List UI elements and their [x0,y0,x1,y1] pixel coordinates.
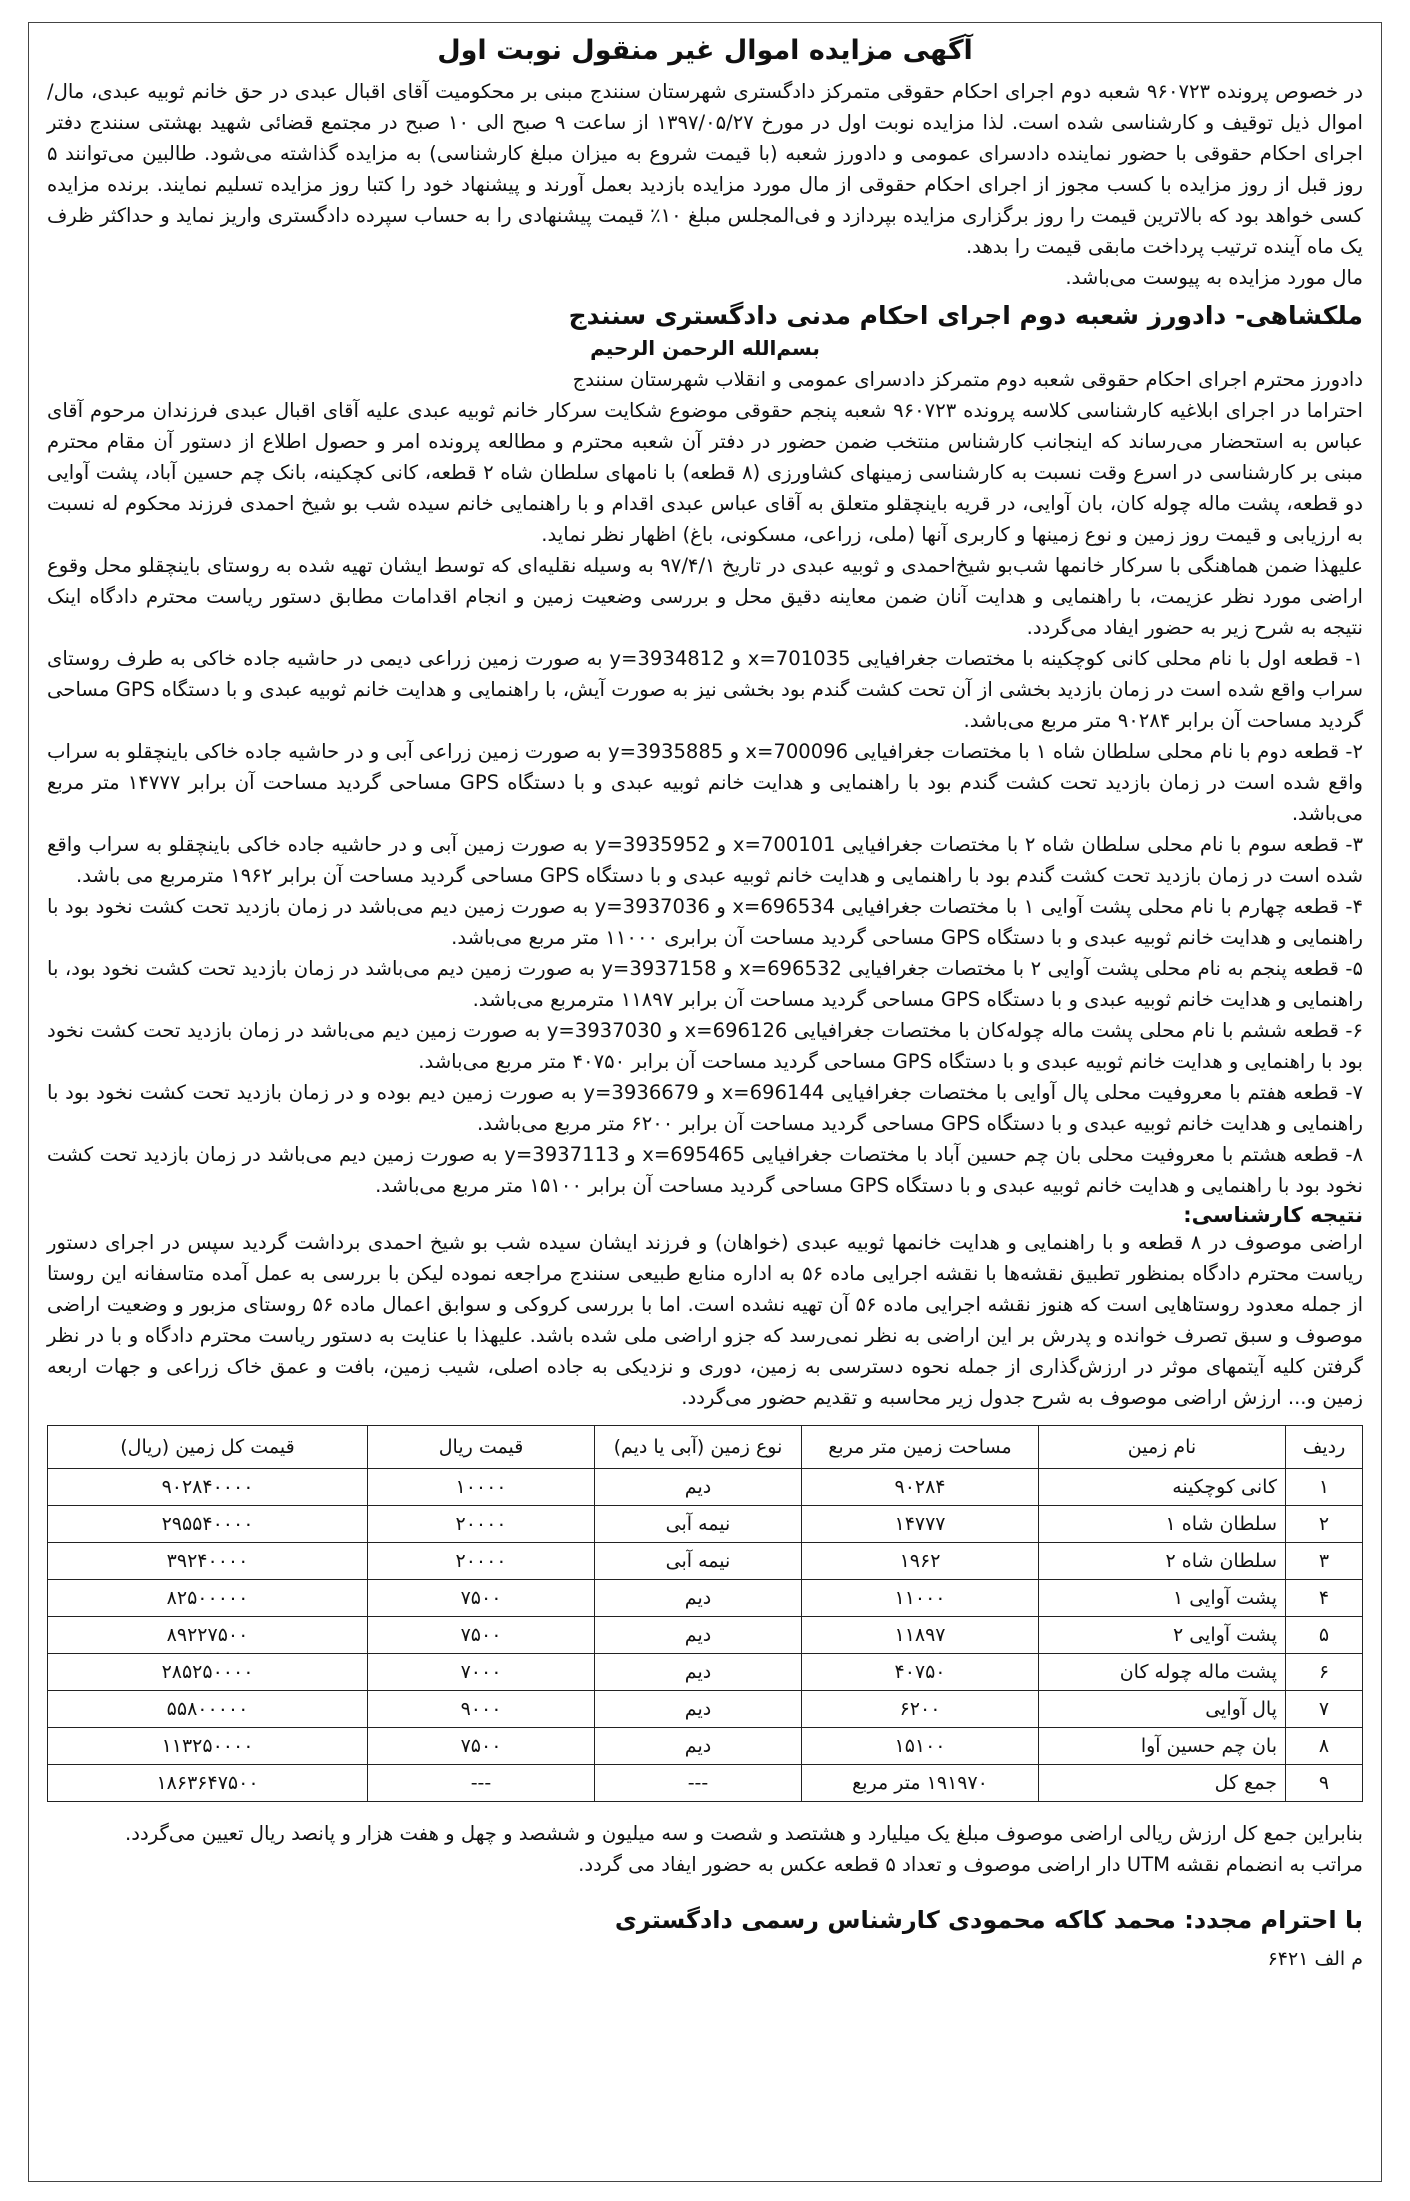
letter-addressee: دادورز محترم اجرای احکام حقوقی شعبه دوم متمرکز دادسرای عمومی و انقلاب شهرستان سنندج [572,368,1363,391]
cell-land-type: --- [595,1765,802,1802]
authority-line: ملکشاهی- دادورز شعبه دوم اجرای احکام مدنی دادگستری سنندج [568,301,1363,330]
cell-land-type: نیمه آبی [595,1506,802,1543]
table-row [48,1728,1363,1765]
cell-area: ۱۴۷۷۷ [802,1506,1039,1543]
cell-area: ۴۰۷۵۰ [802,1654,1039,1691]
basmala: بسم‌الله الرحمن الرحیم [590,336,820,360]
header-total-price: قیمت کل زمین (ریال) [48,1426,368,1469]
cell-land-name: پشت آوایی ۱ [1039,1580,1286,1617]
cell-price: ۷۵۰۰ [368,1617,595,1654]
header-land-type: نوع زمین (آبی یا دیم) [595,1426,802,1469]
header-land-name: نام زمین [1039,1426,1286,1469]
cell-land-type: دیم [595,1469,802,1506]
table-row [48,1506,1363,1543]
cell-total-price: ۵۵۸۰۰۰۰۰ [48,1691,368,1728]
cell-price: ۹۰۰۰ [368,1691,595,1728]
table-row [48,1617,1363,1654]
cell-land-type: دیم [595,1691,802,1728]
parcel-item: ۷- قطعه هفتم با معروفیت محلی پال آوایی با مختصات جغرافیایی x=696144 و y=3936679 به صورت زمین دیم بوده و در زمان بازدید تحت کشت نخود بود با راهنمایی و هدایت خانم ثوبیه عبدی و با دستگاه GPS مساحی گردید مساحت آن برابر ۶۲۰۰ متر مربع می‌باشد. [47,1081,1363,1135]
result-paragraph: اراضی موصوف در ۸ قطعه و با راهنمایی و هدایت خانمها ثوبیه عبدی (خواهان) و فرزند ایشان سیده شب بو شیخ احمدی برداشت گردید سپس در اجرای دستور ریاست محترم دادگاه بمنظور تطبیق نقشه‌ها با نقشه اجرایی ماده ۵۶ به اداره منابع طبیعی سنندج مراجعه نموده لیکن با بررسی به عمل آمده متاسفانه این روستا از جمله معدود روستاهایی است که هنوز نقشه اجرایی ماده ۵۶ آن تهیه نشده است. اما با بررسی کروکی و سوابق اعمال ماده ۵۶ روستای مزبور و وضعیت اراضی موصوف و سبق تصرف خوانده و پدرش بر این اراضی به نظر نمی‌رسد که جزو اراضی ملی شده باشد. علیهذا با عنایت به دستور ریاست محترم دادگاه و با در نظر گرفتن کلیه آیتمهای موثر در ارزش‌گذاری از جمله نحوه دسترسی به زمین، دوری و نزدیکی به جاده اصلی، شیب زمین، بافت و عمق خاک زراعی و جهات اربعه زمین و... ارزش اراضی موصوف به شرح جدول زیر محاسبه و تقدیم حضور می‌گردد. [47,1231,1364,1409]
table-row [48,1654,1363,1691]
cell-land-type: دیم [595,1654,802,1691]
cell-total-price: ۱۱۳۲۵۰۰۰۰ [48,1728,368,1765]
cell-land-type: دیم [595,1617,802,1654]
cell-land-name: پشت ماله چوله کان [1039,1654,1286,1691]
auction-notice [28,22,1382,2182]
cell-area: ۱۹۱۹۷۰ متر مربع [802,1765,1039,1802]
cell-price: ۲۰۰۰۰ [368,1506,595,1543]
cell-area: ۱۹۶۲ [802,1543,1039,1580]
cell-area: ۱۱۰۰۰ [802,1580,1039,1617]
table-row [48,1691,1363,1728]
table-row [48,1469,1363,1506]
cell-row-number: ۳ [1286,1543,1363,1580]
cell-price: --- [368,1765,595,1802]
cell-total-price: ۸۹۲۲۷۵۰۰ [48,1617,368,1654]
intro-paragraph: در خصوص پرونده ۹۶۰۷۲۳ شعبه دوم اجرای احکام حقوقی متمرکز دادگستری شهرستان سنندج مبنی بر محکومیت آقای اقبال عبدی در حق خانم ثوبیه عبدی، مال/ اموال ذیل توقیف و کارشناسی شده است. لذا مزایده نوبت اول در مورخ ۱۳۹۷/۰۵/۲۷ از ساعت ۹ صبح الی ۱۰ صبح در مجتمع قضائی شهید بهشتی سنندج دفتر اجرای احکام حقوقی با حضور نماینده دادسرای عمومی و دادورز شعبه (با قیمت شروع به میزان مبلغ کارشناسی) به مزایده گذاشته می‌شود. طالبین می‌توانند ۵ روز قبل از روز مزایده با کسب مجوز از اجرای احکام حقوقی از مال مورد مزایده بازدید بعمل آورند و پیشنهاد خود را کتبا روز مزایده تسلیم نمایند. برنده مزایده کسی خواهد بود که بالاترین قیمت را روز برگزاری مزایده بپردازد و فی‌المجلس مبلغ ۱۰٪ قیمت پیشنهادی را به حساب سپرده دادگستری واریز نماید و حداکثر ظرف یک ماه آینده ترتیب پرداخت مابقی قیمت را بدهد. [47,80,1364,258]
closing-paragraph: مراتب به انضمام نقشه UTM دار اراضی موصوف و تعداد ۵ قطعه عکس به حضور ایفاد می گردد. [578,1853,1363,1876]
cell-row-number: ۲ [1286,1506,1363,1543]
parcel-item: ۶- قطعه ششم با نام محلی پشت ماله چوله‌کان با مختصات جغرافیایی x=696126 و y=3937030 به صورت زمین دیم می‌باشد در زمان بازدید تحت کشت نخود بود با راهنمایی و هدایت خانم ثوبیه عبدی و با دستگاه GPS مساحی گردید مساحت آن برابر ۴۰۷۵۰ متر مربع می‌باشد. [47,1019,1363,1073]
cell-area: ۹۰۲۸۴ [802,1469,1039,1506]
table-row [48,1543,1363,1580]
ad-code: م الف ۶۴۲۱ [1267,1948,1363,1970]
cell-land-type: نیمه آبی [595,1543,802,1580]
cell-total-price: ۹۰۲۸۴۰۰۰۰ [48,1469,368,1506]
table-total-row [48,1765,1363,1802]
table-row [48,1580,1363,1617]
cell-area: ۱۱۸۹۷ [802,1617,1039,1654]
parcel-item: ۵- قطعه پنجم به نام محلی پشت آوایی ۲ با مختصات جغرافیایی x=696532 و y=3937158 به صورت زمین دیم می‌باشد در زمان بازدید تحت کشت نخود بود، با راهنمایی و هدایت خانم ثوبیه عبدی و با دستگاه GPS مساحی گردید مساحت آن برابر ۱۱۸۹۷ مترمربع می‌باشد. [47,957,1364,1011]
parcel-item: ۱- قطعه اول با نام محلی کانی کوچکینه با مختصات جغرافیایی x=701035 و y=3934812 به صورت زمین زراعی دیمی در حاشیه جاده خاکی به طرف روستای سراب واقع شده است در زمان بازدید بخشی از آن تحت کشت گندم بود بخشی نیز به صورت آیش، با راهنمایی و هدایت خانم ثوبیه عبدی و با دستگاه GPS مساحی گردید مساحت آن برابر ۹۰۲۸۴ متر مربع می‌باشد. [47,647,1364,732]
notice-title: آگهی مزایده اموال غیر منقول نوبت اول [437,35,973,66]
closing-paragraph: بنابراین جمع کل ارزش ریالی اراضی موصوف مبلغ یک میلیارد و هشتصد و شصت و سه میلیون و ششصد و چهل و هفت هزار و پانصد ریال تعیین می‌گردد. [125,1822,1363,1845]
cell-total-price: ۱۸۶۳۶۴۷۵۰۰ [48,1765,368,1802]
parcel-list [47,643,1363,1201]
cell-row-number: ۸ [1286,1728,1363,1765]
cell-area: ۶۲۰۰ [802,1691,1039,1728]
cell-total-price: ۳۹۲۴۰۰۰۰ [48,1543,368,1580]
cell-land-name: کانی کوچکینه [1039,1469,1286,1506]
valuation-table [47,1425,1363,1802]
parcel-item: ۴- قطعه چهارم با نام محلی پشت آوایی ۱ با مختصات جغرافیایی x=696534 و y=3937036 به صورت زمین دیم می‌باشد در زمان بازدید تحت کشت نخود بود با راهنمایی و هدایت خانم ثوبیه عبدی و با دستگاه GPS مساحی گردید مساحت آن برابری ۱۱۰۰۰ متر مربع می‌باشد. [47,895,1363,949]
cell-total-price: ۲۸۵۲۵۰۰۰۰ [48,1654,368,1691]
cell-total-price: ۸۲۵۰۰۰۰۰ [48,1580,368,1617]
cell-row-number: ۶ [1286,1654,1363,1691]
cell-row-number: ۹ [1286,1765,1363,1802]
cell-land-name: بان چم حسین آوا [1039,1728,1286,1765]
header-row-number: ردیف [1286,1426,1363,1469]
table-header-row [48,1426,1363,1469]
cell-price: ۷۵۰۰ [368,1580,595,1617]
cell-area: ۱۵۱۰۰ [802,1728,1039,1765]
cell-land-name: پال آوایی [1039,1691,1286,1728]
cell-price: ۷۰۰۰ [368,1654,595,1691]
cell-row-number: ۴ [1286,1580,1363,1617]
header-area: مساحت زمین متر مربع [802,1426,1039,1469]
result-heading: نتیجه کارشناسی: [1183,1203,1363,1227]
cell-land-type: دیم [595,1728,802,1765]
cell-total-price: ۲۹۵۵۴۰۰۰۰ [48,1506,368,1543]
cell-land-name: سلطان شاه ۱ [1039,1506,1286,1543]
parcel-item: ۲- قطعه دوم با نام محلی سلطان شاه ۱ با مختصات جغرافیایی x=700096 و y=3935885 به صورت زمین زراعی آبی و در حاشیه جاده خاکی باینچقلو به سراب واقع شده است در زمان بازدید تحت کشت گندم بود با راهنمایی و هدایت خانم ثوبیه عبدی و با دستگاه GPS مساحی گردید مساحت آن برابر ۱۴۷۷۷ متر مربع می‌باشد. [47,740,1364,825]
signature: با احترام مجدد: محمد کاکه محمودی کارشناس رسمی دادگستری [614,1906,1363,1934]
cell-land-type: دیم [595,1580,802,1617]
cell-row-number: ۵ [1286,1617,1363,1654]
cell-price: ۷۵۰۰ [368,1728,595,1765]
letter-paragraph: علیهذا ضمن هماهنگی با سرکار خانمها شب‌بو شیخ‌احمدی و ثوبیه عبدی در تاریخ ۹۷/۴/۱ به وسیله نقلیه‌ای که توسط ایشان تهیه شده به روستای باینچقلو محل وقوع اراضی مورد نظر عزیمت، با راهنمایی و هدایت آنان ضمن معاینه دقیق محل و بررسی وضعیت زمین و انجام اقدامات مطابق دستور ریاست محترم دادگاه اینک نتیجه به شرح زیر به حضور ایفاد می‌گردد. [47,554,1364,639]
cell-land-name: سلطان شاه ۲ [1039,1543,1286,1580]
cell-land-name: پشت آوایی ۲ [1039,1617,1286,1654]
cell-row-number: ۷ [1286,1691,1363,1728]
parcel-item: ۸- قطعه هشتم با معروفیت محلی بان چم حسین آباد با مختصات جغرافیایی x=695465 و y=3937113 به صورت زمین دیم می‌باشد در زمان بازدید تحت کشت نخود بود با راهنمایی و هدایت خانم ثوبیه عبدی و با دستگاه GPS مساحی گردید مساحت آن برابر ۱۵۱۰۰ متر مربع می‌باشد. [47,1143,1364,1197]
parcel-item: ۳- قطعه سوم با نام محلی سلطان شاه ۲ با مختصات جغرافیایی x=700101 و y=3935952 به صورت زمین آبی و در حاشیه جاده خاکی باینچقلو به سراب واقع شده است در زمان بازدید تحت کشت گندم بود با راهنمایی و هدایت خانم ثوبیه عبدی و با دستگاه GPS مساحی گردید مساحت آن برابر ۱۹۶۲ مترمربع می باشد. [47,833,1363,887]
header-price: قیمت ریال [368,1426,595,1469]
cell-price: ۲۰۰۰۰ [368,1543,595,1580]
letter-paragraph: احتراما در اجرای ابلاغیه کارشناسی کلاسه پرونده ۹۶۰۷۲۳ شعبه پنجم حقوقی موضوع شکایت سرکار خانم ثوبیه عبدی علیه آقای اقبال عبدی فرزندان مرحوم آقای عباس به استحضار می‌رساند که اینجانب کارشناس منتخب ضمن حضور در دفتر آن شعبه محترم و مطالعه پرونده امر و حصول اطلاع از دستور آن مقام محترم مبنی بر کارشناسی در اسرع وقت نسبت به کارشناسی زمینهای کشاورزی (۸ قطعه) با نامهای سلطان شاه ۲ قطعه، کانی کچکینه، بانک چم حسین آباد، پشت آوایی دو قطعه، پشت ماله چوله کان، بان آوایی، در قریه باینچقلو متعلق به آقای عباس عبدی اقدام و با راهنمایی خانم سیده شب بو شیخ احمدی فرزند محکوم له نسبت به ارزیابی و قیمت روز زمین و نوع زمینها و کاربری آنها (ملی، زراعی، مسکونی، باغ) اظهار نظر نماید. [47,399,1363,546]
cell-land-name: جمع کل [1039,1765,1286,1802]
cell-price: ۱۰۰۰۰ [368,1469,595,1506]
cell-row-number: ۱ [1286,1469,1363,1506]
attachment-note: مال مورد مزایده به پیوست می‌باشد. [1065,266,1363,289]
